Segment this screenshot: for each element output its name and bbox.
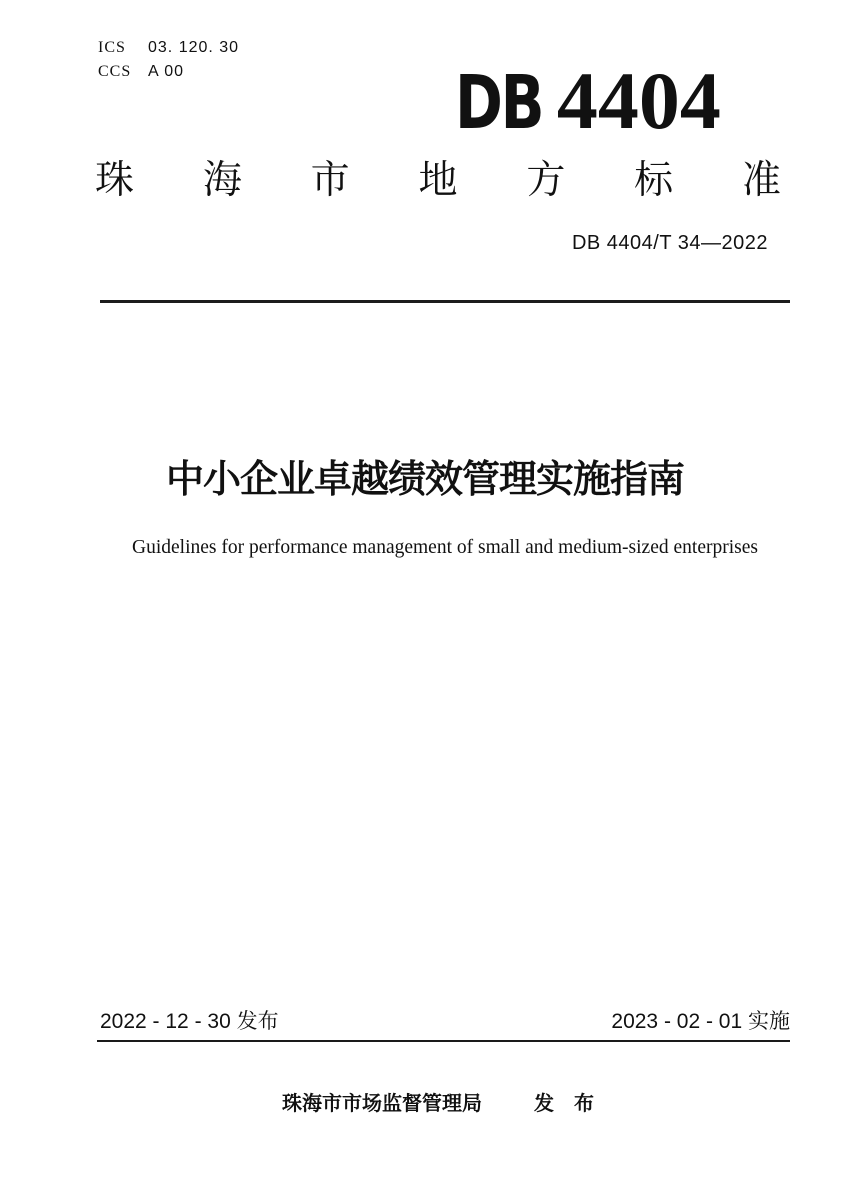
ics-value: 03. 120. 30 — [148, 39, 240, 56]
document-title-chinese: 中小企业卓越绩效管理实施指南 — [165, 459, 684, 501]
document-title-english: Guidelines for performance management of small and medium-sized enterprises — [132, 537, 758, 558]
date-row — [100, 1008, 790, 1035]
ccs-value: A 00 — [148, 63, 185, 80]
db-standard-logo — [455, 55, 721, 146]
ics-label: ICS — [98, 39, 126, 56]
local-standard-title: 珠 海 市 地 方 标 准 — [95, 159, 781, 202]
footer-divider-line — [97, 1040, 790, 1042]
classification-codes — [98, 36, 239, 84]
db-logo-number: 4404 — [556, 55, 721, 146]
ccs-label: CCS — [98, 63, 132, 80]
implementation-label: 实施 — [748, 1010, 790, 1033]
issue-label: 发布 — [236, 1010, 279, 1033]
implementation-date-line — [611, 1008, 790, 1035]
ics-code-line — [98, 36, 239, 60]
publisher-name: 珠海市市场监督管理局 — [282, 1093, 482, 1115]
implementation-date: 2023 - 02 - 01 — [611, 1010, 743, 1033]
ccs-code-line — [98, 60, 239, 84]
issue-date-line — [100, 1008, 279, 1035]
standard-number: DB 4404/T 34—2022 — [571, 232, 768, 254]
issue-date: 2022 - 12 - 30 — [100, 1010, 231, 1033]
db-logo-letters: DB — [455, 60, 543, 146]
publish-label: 发 布 — [534, 1093, 594, 1115]
publisher-line — [100, 1092, 776, 1116]
header-divider-line — [100, 300, 790, 303]
